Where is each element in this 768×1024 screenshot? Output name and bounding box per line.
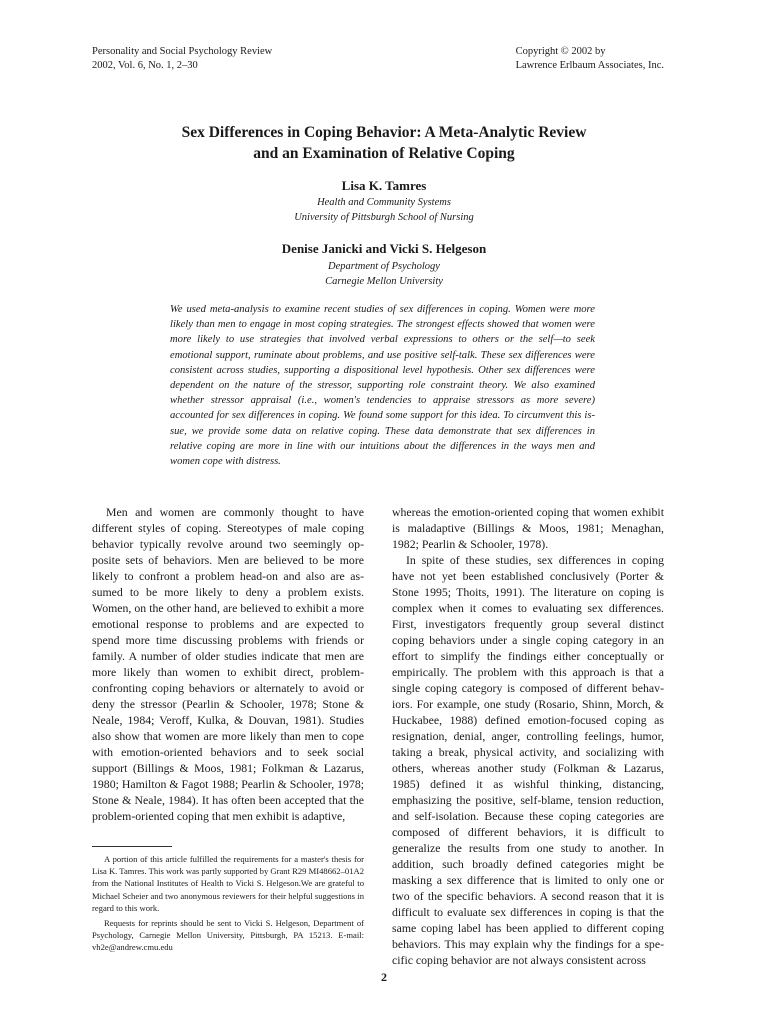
page-number: 2 xyxy=(381,970,387,984)
author-1-aff-line-1: Health and Community Systems xyxy=(317,197,451,208)
footnote-acknowledgment: A portion of this article fulfilled the requirements for a master's thesis for Lisa K. Tamres. This work was partly supported by Grant R29 MI48662–01A2 from the National Institutes of Health to Vicki S. Helgeson.We are grateful to Michael Scheier and two anonymous reviewers for their helpful suggestions in regard to this work. xyxy=(92,854,364,913)
copyright-notice xyxy=(516,45,664,73)
footnote-correspondence: Requests for reprints should be sent to Vicki S. Helgeson, Department of Psychology, Carnegie Mellon University, Pittsburgh, PA 15213. E-mail: vh2e@andrew.cmu.edu xyxy=(92,918,364,953)
author-1-name: Lisa K. Tamres xyxy=(341,178,427,193)
journal-volume: 2002, Vol. 6, No. 1, 2–30 xyxy=(92,60,198,71)
body-paragraph-2: In spite of these studies, sex differences in coping have not yet been established conclusively (Porter & Stone 1995; Thoits, 1991). The literature on coping is complex when it comes to evaluating sex differences. First, investigators frequently group several distinct coping behaviors under a single coping category in an effort to simplify the findings either conceptually or empirically. The problem with this approach is that a single coping category is composed of different behaviors. For example, one study (Rosario, Shinn, Morch, & Huckabee, 1988) defined emotion-focused coping as resignation, denial, anger, controlling feelings, humor, taking a break, physical activity, and socializing with others, whereas another study (Folkman & Lazarus, 1985) defined it as wishful thinking, distancing, emphasizing the positive, self-blame, tension reduction, and self-isolation. Because these coping categories are composed of different behaviors, it is difficult to generalize the results from one study to another. In addition, such broadly defined categories might be masking a sex difference that is limited to only one or two of the specific behaviors. A second reason that it is difficult to evaluate sex differences in coping is that the same coping label has been applied to different coping behaviors. This may explain why the findings for a specific coping behavior are not always consistent across xyxy=(392,553,664,967)
journal-name: Personality and Social Psychology Review xyxy=(92,46,273,57)
footnotes xyxy=(92,853,364,957)
author-2-aff-line-1: Department of Psychology xyxy=(328,261,440,272)
author-1-affiliation xyxy=(0,195,768,225)
author-1-aff-line-2: University of Pittsburgh School of Nursing xyxy=(294,212,474,223)
body-paragraph-1-continued: whereas the emotion-oriented coping that women exhibit is maladaptive (Billings & Moos, 1981; Menaghan, 1982; Pearlin & Schooler, 1978). xyxy=(392,505,664,551)
title-line-1: Sex Differences in Coping Behavior: A Meta-Analytic Review xyxy=(181,124,587,141)
copyright-year: Copyright © 2002 by xyxy=(515,46,606,57)
publisher: Lawrence Erlbaum Associates, Inc. xyxy=(515,60,664,71)
abstract: We used meta-analysis to examine recent studies of sex differences in coping. Women were more likely than men to engage in most coping strategies. The strongest effects showed that women were more likely to use strategies that involved verbal expressions to others or the self—to seek emotional support, ruminate about problems, and use positive self-talk. These sex differences were consistent across studies, supporting a dispositional level hypothesis. Other sex differences were dependent on the nature of the stressor, supporting role constraint theory. We also examined whether stressor appraisal (i.e., women's tendencies to appraise stressors as more severe) accounted for sex differences in coping. We found some support for this idea. To circumvent this issue, we provide some data on relative coping. These data demonstrate that sex differences in relative coping are more in line with our intuitions about the differences in the ways men and women cope with distress. xyxy=(170,304,595,468)
body-column-right xyxy=(392,504,664,968)
body-paragraph-1: Men and women are commonly thought to have different styles of coping. Stereotypes of male coping behavior typically revolve around two seemingly opposite sets of behaviors. Men are believed to be more likely to confront a problem head-on and also are assumed to be more likely to deny a problem exists. Women, on the other hand, are believed to exhibit a more emotional response to problems and are expected to spend more time discussing problems with friends or family. A number of older studies indicate that men are more likely than women to exhibit direct, problem-confronting coping behaviors or alternately to avoid or deny the stressor (Pearlin & Schooler, 1978; Stone & Neale, 1984; Veroff, Kulka, & Douvan, 1981). Studies also show that women are more likely than men to cope with emotion-oriented behaviors and to seek social support (Billings & Moos, 1981; Folkman & Lazarus, 1980; Hamilton & Fagot 1988; Pearlin & Schooler, 1978; Stone & Neale, 1984). It has often been accepted that the problem-oriented coping that men exhibit is adaptive, xyxy=(92,505,364,823)
title-line-2: and an Examination of Relative Coping xyxy=(253,145,515,162)
author-2-aff-line-2: Carnegie Mellon University xyxy=(325,276,443,287)
footnote-divider xyxy=(92,846,172,847)
body-column-left xyxy=(92,504,364,824)
author-2-affiliation xyxy=(0,259,768,289)
journal-citation xyxy=(92,45,272,73)
article-title xyxy=(0,122,768,164)
author-2-names: Denise Janicki and Vicki S. Helgeson xyxy=(281,241,487,256)
